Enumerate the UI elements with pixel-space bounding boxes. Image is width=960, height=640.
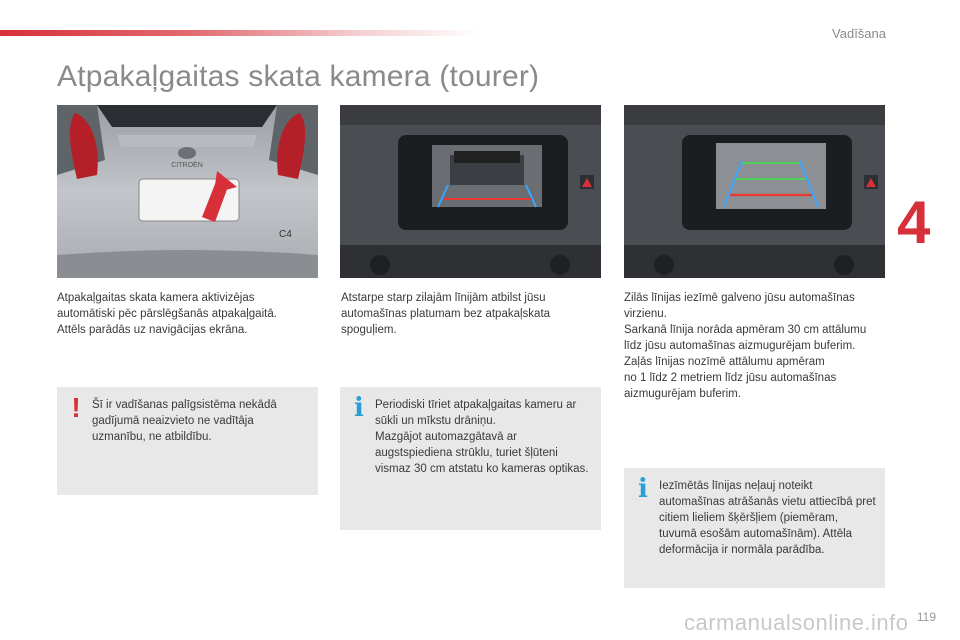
note-line: Mazgājot automazgātavā ar augstspiediena strūklu, turiet šļūteni vismaz 30 cm atstatu ko kameras optikas. — [375, 431, 589, 475]
section-label: Vadīšana — [832, 26, 886, 41]
paragraph: Atstarpe starp zilajām līnijām atbilst jūsu automašīnas platumam bez atpakaļskata spoguļiem. — [341, 292, 551, 336]
chapter-number: 4 — [897, 189, 931, 256]
paragraph: Zaļās līnijas nozīmē attālumu apmēram — [624, 356, 825, 368]
paragraph: Atpakaļgaitas skata kamera aktivizējas automātiski pēc pārslēgšanās atpakaļgaitā. — [57, 292, 277, 320]
column-2-text — [341, 290, 596, 338]
header-accent-bar — [0, 30, 480, 36]
info-note-text: Iezīmētās līnijas neļauj noteikt automašīnas atrāšanās vietu attiecībā pret citiem lieliem šķēršļiem (piemēram, tuvumā esošām automašīnām). Attēla deformācija ir normāla parādība. — [659, 480, 876, 556]
warning-note — [57, 387, 318, 495]
brand-badge-text: CITROËN — [171, 162, 203, 169]
note-line: Periodiski tīriet atpakaļgaitas kameru ar sūkli un mīkstu drāniņu. — [375, 399, 577, 427]
page-number: 119 — [916, 610, 936, 624]
paragraph: no 1 līdz 2 metriem līdz jūsu automašīnas aizmugurējam buferim. — [624, 372, 837, 400]
column-3-text — [624, 290, 886, 402]
watermark: carmanualsonline.info — [684, 610, 909, 635]
column-1-text — [57, 290, 312, 338]
info-note-text — [375, 397, 593, 477]
warning-icon: ! — [71, 392, 81, 423]
info-icon: i — [354, 393, 364, 423]
info-icon: i — [638, 474, 648, 504]
info-note-guidelines — [624, 468, 885, 588]
paragraph: Attēls parādās uz navigācijas ekrāna. — [57, 324, 248, 336]
info-note-cleaning — [340, 387, 601, 530]
camera-display-photo-guidelines — [624, 105, 885, 278]
page-title: Atpakaļgaitas skata kamera (tourer) — [57, 60, 540, 93]
paragraph: Sarkanā līnija norāda apmēram 30 cm attālumu līdz jūsu automašīnas aizmugurējam buferim. — [624, 324, 867, 352]
car-rear-camera-photo — [57, 105, 318, 278]
camera-display-photo-width — [340, 105, 601, 278]
model-badge-text: C4 — [279, 229, 292, 240]
warning-note-text: Šī ir vadīšanas palīgsistēma nekādā gadījumā neaizvieto ne vadītāja uzmanību, ne atbildību. — [92, 399, 277, 443]
paragraph: Zilās līnijas iezīmē galveno jūsu automašīnas virzienu. — [624, 292, 855, 320]
